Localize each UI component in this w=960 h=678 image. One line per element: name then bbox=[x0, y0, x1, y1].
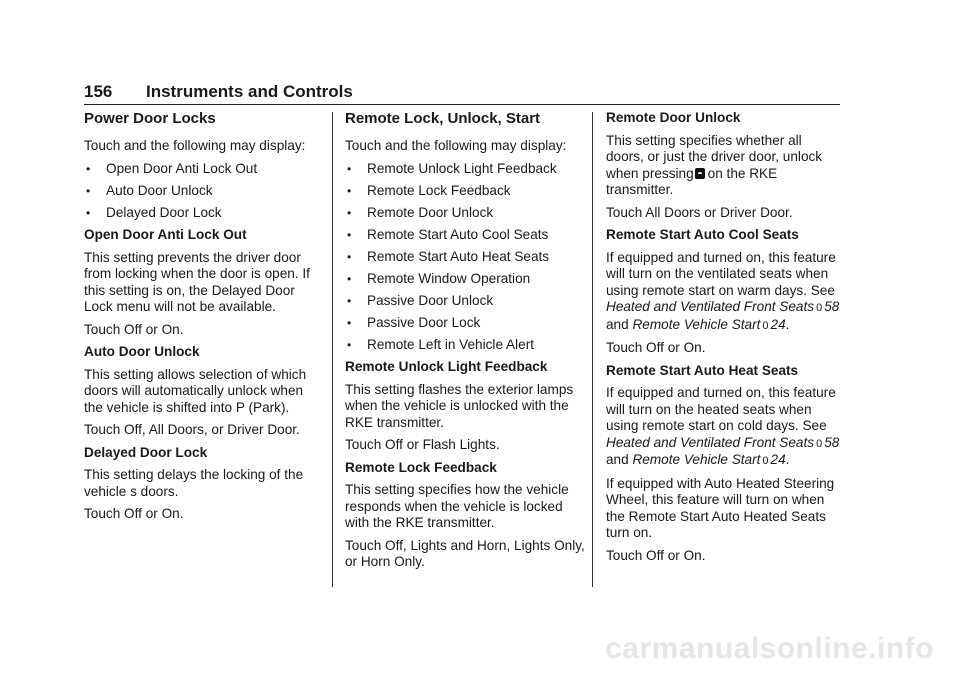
link-remote-vehicle-start[interactable]: Remote Vehicle Start bbox=[632, 316, 761, 332]
column-divider bbox=[332, 112, 333, 587]
paragraph: This setting flashes the exterior lamps when the vehicle is unlocked with the RKE transmitter. bbox=[345, 381, 574, 430]
list-item: • Remote Lock Feedback bbox=[345, 183, 585, 200]
list-item: • Remote Window Operation bbox=[345, 271, 585, 288]
list-item: • Passive Door Lock bbox=[345, 315, 585, 332]
text: If equipped and turned on, this feature will turn on the ventilated seats when using remote start on warm days. See bbox=[606, 249, 836, 298]
paragraph: This setting delays the locking of the vehicle s doors. bbox=[84, 467, 304, 499]
subheading-remote-unlock-light-feedback: Remote Unlock Light Feedback bbox=[345, 359, 548, 374]
paragraph: Touch All Doors or Driver Door. bbox=[606, 204, 793, 220]
intro-text: Touch and the following may display: bbox=[345, 138, 567, 153]
page-header bbox=[84, 82, 840, 105]
option-list bbox=[84, 161, 324, 222]
option-list bbox=[345, 161, 585, 354]
list-item: • Delayed Door Lock bbox=[84, 205, 324, 222]
page-ref: 24 bbox=[770, 452, 786, 467]
list-item: • Remote Unlock Light Feedback bbox=[345, 161, 585, 178]
page-ref-arrow-icon: 0 bbox=[762, 319, 769, 332]
heading-power-door-locks: Power Door Locks bbox=[84, 110, 216, 127]
list-item: • Remote Start Auto Heat Seats bbox=[345, 249, 585, 266]
page-ref: 58 bbox=[824, 299, 840, 314]
text: and bbox=[606, 316, 629, 332]
list-item: • Auto Door Unlock bbox=[84, 183, 324, 200]
paragraph: If equipped and turned on, this feature will turn on the ventilated seats when using remote start on warm days. See Heated and Ventilated Front Seats 0 58 and Remote Vehicle Start 0 24. bbox=[606, 249, 840, 332]
section-title: Instruments and Controls bbox=[146, 82, 353, 101]
page-ref-arrow-icon: 0 bbox=[816, 437, 823, 450]
page-number: 156 bbox=[84, 82, 113, 101]
subheading-remote-start-auto-cool-seats: Remote Start Auto Cool Seats bbox=[606, 227, 799, 242]
link-heated-ventilated-seats[interactable]: Heated and Ventilated Front Seats bbox=[606, 434, 815, 450]
watermark: carmanualsonline.info bbox=[605, 632, 934, 665]
subheading-open-door-anti-lock-out: Open Door Anti Lock Out bbox=[84, 227, 247, 242]
paragraph: Touch Off or On. bbox=[606, 340, 706, 355]
remote-unlock-icon bbox=[695, 168, 705, 179]
column-divider bbox=[592, 112, 593, 587]
paragraph: Touch Off or Flash Lights. bbox=[345, 437, 500, 452]
paragraph: If equipped with Auto Heated Steering Wheel, this feature will turn on when the Remote Start Auto Heated Seats turn on. bbox=[606, 475, 835, 540]
paragraph: Touch Off, All Doors, or Driver Door. bbox=[84, 422, 300, 437]
paragraph bbox=[606, 133, 842, 199]
subheading-auto-door-unlock: Auto Door Unlock bbox=[84, 344, 200, 359]
list-item: • Passive Door Unlock bbox=[345, 293, 585, 310]
paragraph: This setting prevents the driver door from locking when the door is open. If this setting is on, the Delayed Door Lock menu will not be available. bbox=[84, 249, 310, 314]
list-item: • Remote Door Unlock bbox=[345, 205, 585, 222]
subheading-delayed-door-lock: Delayed Door Lock bbox=[84, 444, 208, 460]
paragraph: This setting specifies how the vehicle responds when the vehicle is locked with the RKE transmitter. bbox=[345, 482, 569, 530]
page-ref-arrow-icon: 0 bbox=[816, 302, 823, 314]
page-ref-arrow-icon: 0 bbox=[762, 455, 769, 467]
page-ref: 24 bbox=[770, 316, 786, 332]
link-remote-vehicle-start[interactable]: Remote Vehicle Start bbox=[632, 452, 761, 467]
paragraph: Touch Off or On. bbox=[606, 547, 706, 563]
column-power-door-locks bbox=[84, 110, 324, 529]
link-heated-ventilated-seats[interactable]: Heated and Ventilated Front Seats bbox=[606, 299, 815, 314]
subheading-remote-lock-feedback: Remote Lock Feedback bbox=[345, 459, 497, 475]
list-item: • Open Door Anti Lock Out bbox=[84, 161, 324, 178]
subheading-remote-door-unlock: Remote Door Unlock bbox=[606, 110, 741, 125]
text: This setting specifies whether all doors, or just the driver door, unlock when pressing bbox=[606, 132, 823, 181]
list-item: • Remote Start Auto Cool Seats bbox=[345, 227, 585, 244]
text: on the RKE transmitter. bbox=[606, 165, 778, 197]
column-remote-lock bbox=[345, 110, 585, 577]
paragraph: If equipped and turned on, this feature will turn on the heated seats when using remote start on cold days. See Heated and Ventilated Front Seats 0 58 and Remote Vehicle Start 0 24. bbox=[606, 385, 840, 467]
text: If equipped and turned on, this feature will turn on the heated seats when using remote start on cold days. See bbox=[606, 385, 836, 433]
page-ref: 58 bbox=[824, 434, 840, 450]
paragraph: Touch Off, Lights and Horn, Lights Only, or Horn Only. bbox=[345, 537, 585, 569]
intro-text: Touch and the following may display: bbox=[84, 138, 306, 153]
paragraph: This setting allows selection of which doors will automatically unlock when the vehicle is shifted into P (Park). bbox=[84, 366, 307, 415]
heading-remote-lock-unlock-start: Remote Lock, Unlock, Start bbox=[345, 110, 541, 127]
paragraph: Touch Off or On. bbox=[84, 321, 184, 337]
paragraph: Touch Off or On. bbox=[84, 506, 184, 521]
text: and bbox=[606, 452, 629, 467]
column-remote-settings bbox=[606, 110, 842, 570]
subheading-remote-start-auto-heat-seats: Remote Start Auto Heat Seats bbox=[606, 362, 799, 378]
list-item: • Remote Left in Vehicle Alert bbox=[345, 337, 585, 354]
